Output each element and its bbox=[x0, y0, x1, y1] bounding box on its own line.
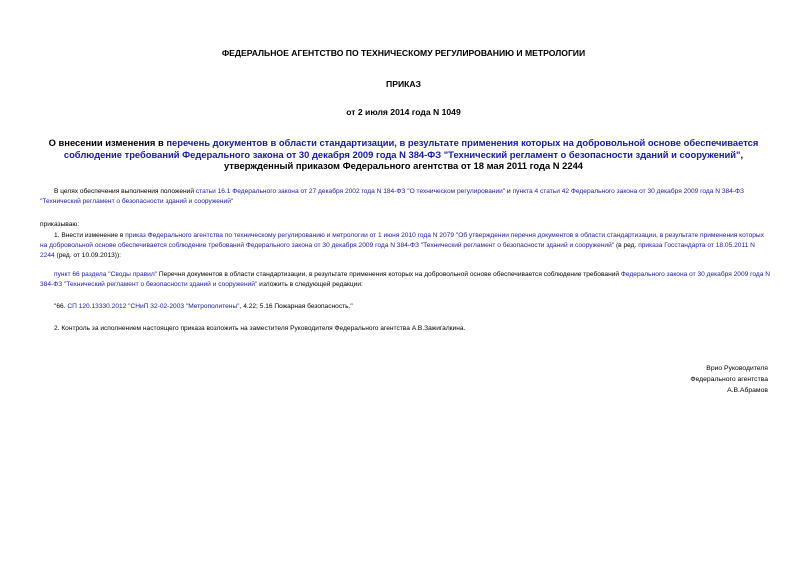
amendment-paragraph bbox=[40, 270, 770, 290]
signature-name: А.В.Абрамов bbox=[727, 386, 768, 394]
order-word: приказываю: bbox=[40, 221, 80, 228]
document-type: ПРИКАЗ bbox=[386, 79, 421, 89]
document-title bbox=[40, 137, 767, 172]
signature-position: Врио Руководителя bbox=[706, 365, 768, 372]
agency-heading: ФЕДЕРАЛЬНОЕ АГЕНТСТВО ПО ТЕХНИЧЕСКОМУ РЕГУЛИРОВАНИЮ И МЕТРОЛОГИИ bbox=[221, 48, 586, 58]
preamble-and: и bbox=[505, 188, 513, 195]
link-article-42[interactable]: пункта 4 статьи 42 Федерального закона от 30 декабря 2009 года N 384-ФЗ "Технический регламент о безопасности зданий и сооружений" bbox=[40, 188, 745, 206]
new-wording-paragraph bbox=[40, 302, 770, 312]
link-article-16-1[interactable]: статьи 16.1 Федерального закона от 27 декабря 2002 года N 184-ФЗ "О техническом регулировании" bbox=[195, 188, 506, 195]
link-point-66[interactable]: пункт 66 раздела "Своды правил" bbox=[54, 271, 158, 278]
item-1-text: 1. Внести изменение в bbox=[54, 232, 126, 239]
title-text-end: , утвержденный приказом Федерального агентства от 18 мая 2011 года N 2244 bbox=[223, 148, 744, 171]
new-wording-start: "66. bbox=[54, 303, 68, 310]
title-link-perechen[interactable]: перечень документов в области стандартизации, в результате применения которых на добровольной основе обеспечивается соблюдение требований Федерального закона от 30 декабря 2009 года N 384-ФЗ "Технический регламент о безопасности зданий и сооружений" bbox=[63, 137, 759, 160]
link-order-2079[interactable]: приказ Федерального агентства по техническому регулированию и метрологии от 1 июня 2010 года N 2079 "Об утверждении перечня документов в области стандартизации, в результате применения которых на добровольной основе обеспечивается соблюдение требований Федерального закона от 30 декабря 2009 года N 384-ФЗ "Технический регламент о безопасности зданий и сооружений" bbox=[40, 232, 764, 250]
link-federal-law-384[interactable]: Федерального закона от 30 декабря 2009 года N 384-ФЗ "Технический регламент о безопасности зданий и сооружений" bbox=[40, 271, 771, 289]
item-1-text-end: (ред. от 10.09.2013)): bbox=[54, 252, 121, 260]
amendment-text: Перечня документов в области стандартизации, в результате применения которых на добровольной основе обеспечивается соблюдение требований bbox=[157, 271, 621, 278]
item-2-paragraph: 2. Контроль за исполнением настоящего приказа возложить на заместителя Руководителя Федерального агентства А.В.Зажигалкина. bbox=[54, 325, 466, 332]
title-text-start: О внесении изменения в bbox=[48, 137, 167, 148]
link-sp-120[interactable]: СП 120.13330.2012 "СНиП 32-02-2003 "Метрополитены" bbox=[67, 303, 240, 310]
preamble-text: В целях обеспечения выполнения положений bbox=[54, 188, 196, 195]
amendment-text-end: изложить в следующей редакции: bbox=[257, 281, 363, 289]
link-order-2244[interactable]: приказа Госстандарта от 18.05.2011 N 2244 bbox=[40, 242, 755, 260]
signature-block bbox=[690, 364, 768, 396]
item-1-paragraph bbox=[40, 231, 770, 262]
preamble-paragraph bbox=[40, 187, 770, 207]
new-wording-end: , 4.22; 5.16 Пожарная безопасность." bbox=[239, 303, 353, 310]
item-1-text-mid: (в ред. bbox=[614, 242, 639, 250]
document-date-number: от 2 июля 2014 года N 1049 bbox=[346, 107, 461, 117]
signature-organization: Федерального агентства bbox=[690, 375, 768, 383]
